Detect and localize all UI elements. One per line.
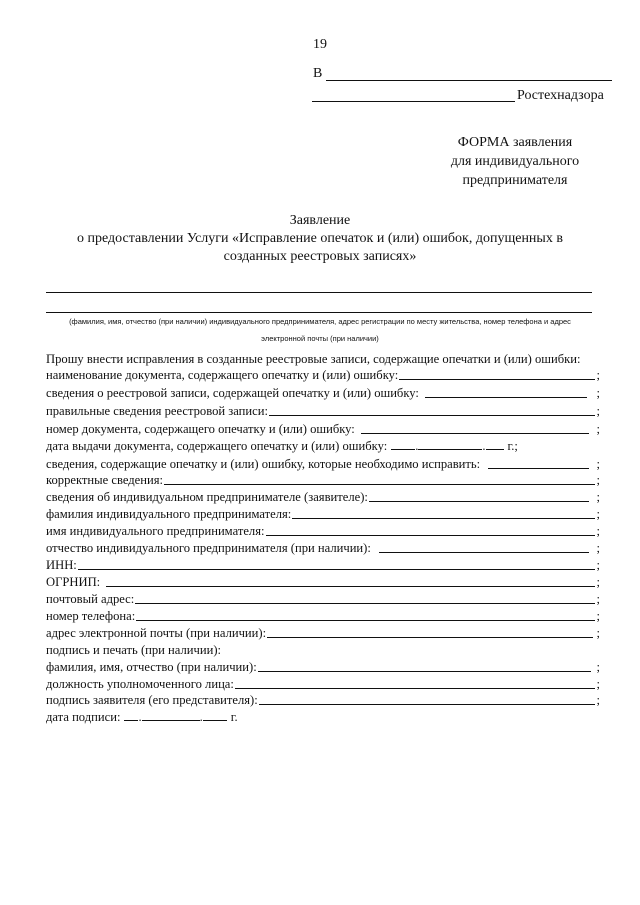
input-correct-record[interactable] [269,415,595,416]
input-record-info[interactable] [425,397,587,398]
label-applicant-info: сведения об индивидуальном предпринимателе (заявителе): [46,490,368,504]
label-surname: фамилия индивидуального предпринимателя: [46,507,292,521]
input-position[interactable] [235,688,595,689]
field-applicant-info [46,489,600,506]
input-applicant-info[interactable] [369,501,589,502]
input-document-name[interactable] [399,379,594,380]
field-phone [46,608,600,625]
address-organization: Ростехнадзора [517,88,604,103]
field-signature-seal [46,642,600,659]
label-ogrnip: ОГРНИП: [46,575,101,589]
issue-date-month[interactable] [418,438,482,450]
label-document-number: номер документа, содержащего опечатку и (или) ошибку: [46,422,355,436]
label-email: адрес электронной почты (при наличии): [46,626,267,640]
issue-date-day[interactable] [391,438,415,450]
request-statement-text: Прошу внести исправления в созданные реестровые записи, содержащие опечатки и (или) ошибки: [46,352,581,366]
separator: ; [596,422,600,436]
date-dot: . [415,439,419,453]
document-title: Заявление [289,213,351,228]
field-correct-record [46,403,600,420]
field-applicant-signature [46,692,600,709]
input-inn[interactable] [78,569,595,570]
separator: ; [596,490,600,504]
field-name [46,523,600,540]
form-title-line-1: ФОРМА заявления [457,135,573,150]
sign-date-month[interactable] [142,709,200,721]
input-applicant-signature[interactable] [259,704,595,705]
separator: ; [596,368,600,382]
separator: ; [596,626,600,640]
label-issue-date: дата выдачи документа, содержащего опечатку и (или) ошибку: [46,439,388,453]
issue-date-year[interactable] [486,438,504,450]
label-record-info: сведения о реестровой записи, содержащей опечатку и (или) ошибку: [46,386,419,400]
separator: ; [596,609,600,623]
field-email [46,625,600,642]
field-issue-date [46,438,600,455]
applicant-fio-caption: (фамилия, имя, отчество (при наличии) индивидуального предпринимателя, адрес регистрации по месту жительства, номер телефона и адрес электронной почты (при наличии) [69,317,571,343]
date-dot: . [199,710,203,724]
request-statement [46,351,600,368]
form-title-line-2: для индивидуального [450,154,580,169]
address-line-2[interactable] [312,101,515,102]
label-name: имя индивидуального предпринимателя: [46,524,265,538]
sign-date-input[interactable] [124,709,226,726]
separator: ; [596,592,600,606]
form-title-line-3: предпринимателя [462,173,568,188]
applicant-fio-line-1[interactable] [46,292,592,293]
input-document-number[interactable] [361,433,589,434]
field-record-info [46,385,600,402]
separator: ; [596,386,600,400]
input-correct-info[interactable] [164,484,594,485]
input-surname[interactable] [292,518,594,519]
field-document-number [46,421,600,438]
label-fio: фамилия, имя, отчество (при наличии): [46,660,257,674]
separator: ; [596,473,600,487]
sign-date-day[interactable] [124,709,138,721]
field-patronymic [46,540,600,557]
issue-date-suffix: г.; [507,439,518,453]
separator: ; [596,693,600,707]
input-email[interactable] [267,637,592,638]
input-ogrnip[interactable] [106,586,594,587]
label-postal-address: почтовый адрес: [46,592,135,606]
field-surname [46,506,600,523]
field-ogrnip [46,574,600,591]
address-line-1[interactable] [326,80,612,81]
separator: ; [596,575,600,589]
separator: ; [596,404,600,418]
label-sign-date: дата подписи: [46,710,121,724]
label-correct-record: правильные сведения реестровой записи: [46,404,268,418]
field-fio [46,659,600,676]
input-patronymic[interactable] [379,552,589,553]
label-document-name: наименование документа, содержащего опечатку и (или) ошибку: [46,368,399,382]
separator: ; [596,507,600,521]
input-phone[interactable] [136,620,594,621]
label-correct-info: корректные сведения: [46,473,164,487]
label-patronymic: отчество индивидуального предпринимателя (при наличии): [46,541,371,555]
field-inn [46,557,600,574]
sign-date-year[interactable] [203,709,227,721]
field-position [46,676,600,693]
field-to-correct [46,456,600,473]
label-to-correct: сведения, содержащие опечатку и (или) ошибку, которые необходимо исправить: [46,457,481,471]
date-dot: . [482,439,486,453]
input-postal-address[interactable] [135,603,594,604]
date-dot: . [138,710,142,724]
separator: ; [596,541,600,555]
form-title [420,133,610,190]
separator: ; [596,677,600,691]
page-number: 19 [313,37,327,52]
field-correct-info [46,472,600,489]
input-to-correct[interactable] [488,468,588,469]
input-fio[interactable] [258,671,591,672]
field-document-name [46,367,600,384]
issue-date-input[interactable] [391,438,503,455]
separator: ; [596,558,600,572]
label-phone: номер телефона: [46,609,136,623]
input-name[interactable] [266,535,595,536]
address-prefix: В [313,66,323,81]
label-applicant-signature: подпись заявителя (его представителя): [46,693,258,707]
field-postal-address [46,591,600,608]
separator: ; [596,660,600,674]
label-inn: ИНН: [46,558,77,572]
separator: ; [596,457,600,471]
field-sign-date [46,709,600,726]
document-subtitle: о предоставлении Услуги «Исправление опечаток и (или) ошибок, допущенных в созданных реестровых записях» [77,231,563,264]
sign-date-suffix: г. [230,710,238,724]
label-signature-seal: подпись и печать (при наличии): [46,643,222,657]
document-heading [60,212,580,266]
separator: ; [596,524,600,538]
label-position: должность уполномоченного лица: [46,677,234,691]
